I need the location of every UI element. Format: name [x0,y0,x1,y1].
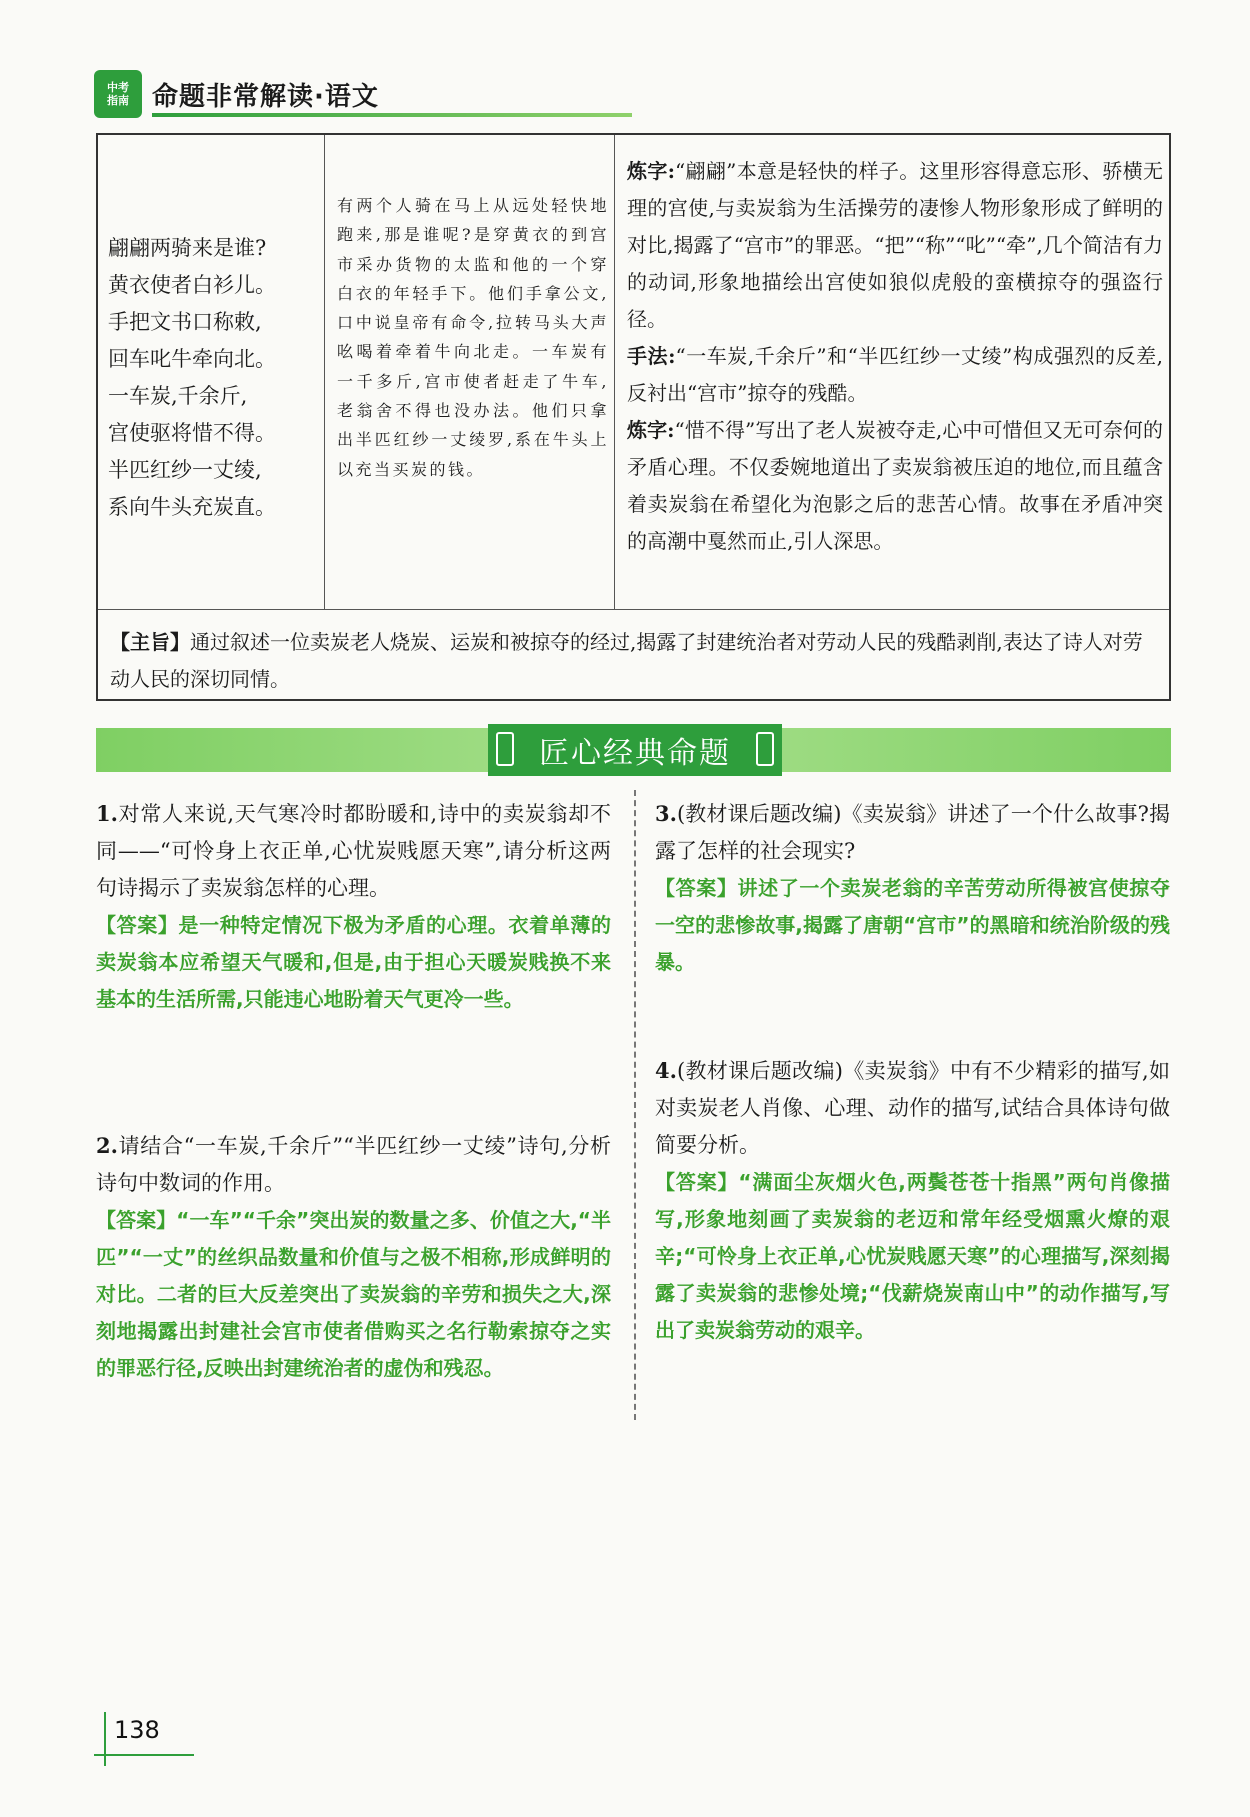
poem-lines [108,230,276,526]
theme-label: 【主旨】 [110,630,190,654]
question-body: (教材课后题改编)《卖炭翁》中有不少精彩的描写,如对卖炭老人肖像、心理、动作的描写,试结合具体诗句做简要分析。 [655,1059,1170,1157]
question-body: 请结合“一车炭,千余斤”“半匹红纱一丈绫”诗句,分析诗句中数词的作用。 [96,1134,611,1195]
analysis-text: “惜不得”写出了老人炭被夺走,心中可惜但又无可奈何的矛盾心理。不仅委婉地道出了卖炭翁被压迫的地位,而且蕴含着卖炭翁在希望化为泡影之后的悲苦心情。故事在矛盾冲突的高潮中戛然而止,引人深思。 [627,418,1164,553]
answer-text [96,907,611,1018]
page-title: 命题非常解读·语文 [152,82,379,112]
question-2 [96,1127,611,1387]
analysis-label: 炼字: [627,159,676,183]
poem-analysis-table [96,133,1171,701]
question-3 [655,795,1170,981]
answer-text [655,870,1170,981]
poem-column [98,135,325,609]
analysis-label: 炼字: [627,418,675,442]
answer-text [96,1202,611,1387]
question-number: 2. [96,1133,118,1158]
question-number: 4. [655,1058,677,1083]
banner-ornament-icon [756,732,774,766]
footer-rule-horizontal [94,1754,194,1756]
section-banner [96,728,1171,772]
question-number: 1. [96,801,118,826]
poem-line: 一车炭,千余斤, [108,384,248,408]
answer-body: 是一种特定情况下极为矛盾的心理。衣着单薄的卖炭翁本应希望天气暖和,但是,由于担心天暖炭贱换不来基本的生活所需,只能违心地盼着天气更冷一些。 [96,913,611,1011]
analysis-notes [627,153,1163,560]
banner-ornament-icon [496,732,514,766]
logo-line-2: 指南 [107,94,129,107]
question-body: (教材课后题改编)《卖炭翁》讲述了一个什么故事?揭露了怎样的社会现实? [655,802,1170,863]
poem-line: 系向牛头充炭直。 [108,495,276,519]
answer-label: 【答案】 [96,913,179,937]
answer-body: “满面尘灰烟火色,两鬓苍苍十指黑”两句肖像描写,形象地刻画了卖炭翁的老迈和常年经受烟熏火燎的艰辛;“可怜身上衣正单,心忧炭贱愿天寒”的心理描写,深刻揭露了卖炭翁的悲惨处境;“伐薪烧炭南山中”的动作描写,写出了卖炭翁劳动的艰辛。 [655,1170,1171,1342]
answer-label: 【答案】 [96,1208,177,1232]
analysis-text: “一车炭,千余斤”和“半匹红纱一丈绫”构成强烈的反差,反衬出“宫市”掠夺的残酷。 [627,344,1163,405]
page-header [94,70,634,120]
section-title-box [488,724,782,776]
translation-text: 有两个人骑在马上从远处轻快地跑来,那是谁呢?是穿黄衣的到宫市采办货物的太监和他的一个穿白衣的年轻手下。他们手拿公文,口中说皇帝有命令,拉转马头大声吆喝着牵着牛向北走。一车炭有一千多斤,宫市使者赶走了牛车,老翁舍不得也没办法。他们只拿出半匹红纱一丈绫罗,系在牛头上以充当买炭的钱。 [337,196,609,479]
question-1 [96,795,611,1018]
analysis-column [615,135,1169,609]
analysis-label: 手法: [627,344,676,368]
question-text [96,1127,611,1202]
poem-line: 宫使驱将惜不得。 [108,421,276,445]
poem-line: 黄衣使者白衫儿。 [108,273,276,297]
question-4 [655,1052,1170,1349]
section-title: 匠心经典命题 [539,736,731,771]
poem-line: 半匹红纱一丈绫, [108,458,262,482]
question-text [96,795,611,907]
book-logo [94,70,142,118]
page-footer [94,1712,194,1768]
logo-line-1: 中考 [107,81,129,94]
analysis-note [627,412,1163,560]
translation-column [325,135,615,609]
column-divider [634,790,636,1420]
poem-line: 手把文书口称敕, [108,310,262,334]
answer-text [655,1164,1170,1349]
question-number: 3. [655,801,677,826]
theme-row [98,609,1169,699]
answer-label: 【答案】 [655,876,738,900]
theme-statement [110,624,1160,698]
question-text [655,1052,1170,1164]
answer-label: 【答案】 [655,1170,739,1194]
poem-line: 翩翩两骑来是谁? [108,236,267,260]
footer-rule-vertical [104,1712,106,1766]
analysis-note [627,338,1163,412]
theme-text: 通过叙述一位卖炭老人烧炭、运炭和被掠夺的经过,揭露了封建统治者对劳动人民的残酷剥削,表达了诗人对劳动人民的深切同情。 [110,630,1143,691]
answer-body: “一车”“千余”突出炭的数量之多、价值之大,“半匹”“一丈”的丝织品数量和价值与之极不相称,形成鲜明的对比。二者的巨大反差突出了卖炭翁的辛劳和损失之大,深刻地揭露出封建社会宫市使者借购买之名行勒索掠夺之实的罪恶行径,反映出封建统治者的虚伪和残忍。 [96,1208,612,1380]
poem-line: 回车叱牛牵向北。 [108,347,276,371]
question-body: 对常人来说,天气寒冷时都盼暖和,诗中的卖炭翁却不同——“可怜身上衣正单,心忧炭贱愿天寒”,请分析这两句诗揭示了卖炭翁怎样的心理。 [96,802,611,900]
header-underline [152,113,632,117]
analysis-text: “翩翩”本意是轻快的样子。这里形容得意忘形、骄横无理的宫使,与卖炭翁为生活操劳的凄惨人物形象形成了鲜明的对比,揭露了“宫市”的罪恶。“把”“称”“叱”“牵”,几个简洁有力的动词,形象地描绘出宫使如狼似虎般的蛮横掠夺的强盗行径。 [627,159,1163,331]
answer-body: 讲述了一个卖炭老翁的辛苦劳动所得被宫使掠夺一空的悲惨故事,揭露了唐朝“宫市”的黑暗和统治阶级的残暴。 [655,876,1170,974]
analysis-note [627,153,1163,338]
question-text [655,795,1170,870]
page-number: 138 [114,1716,160,1744]
